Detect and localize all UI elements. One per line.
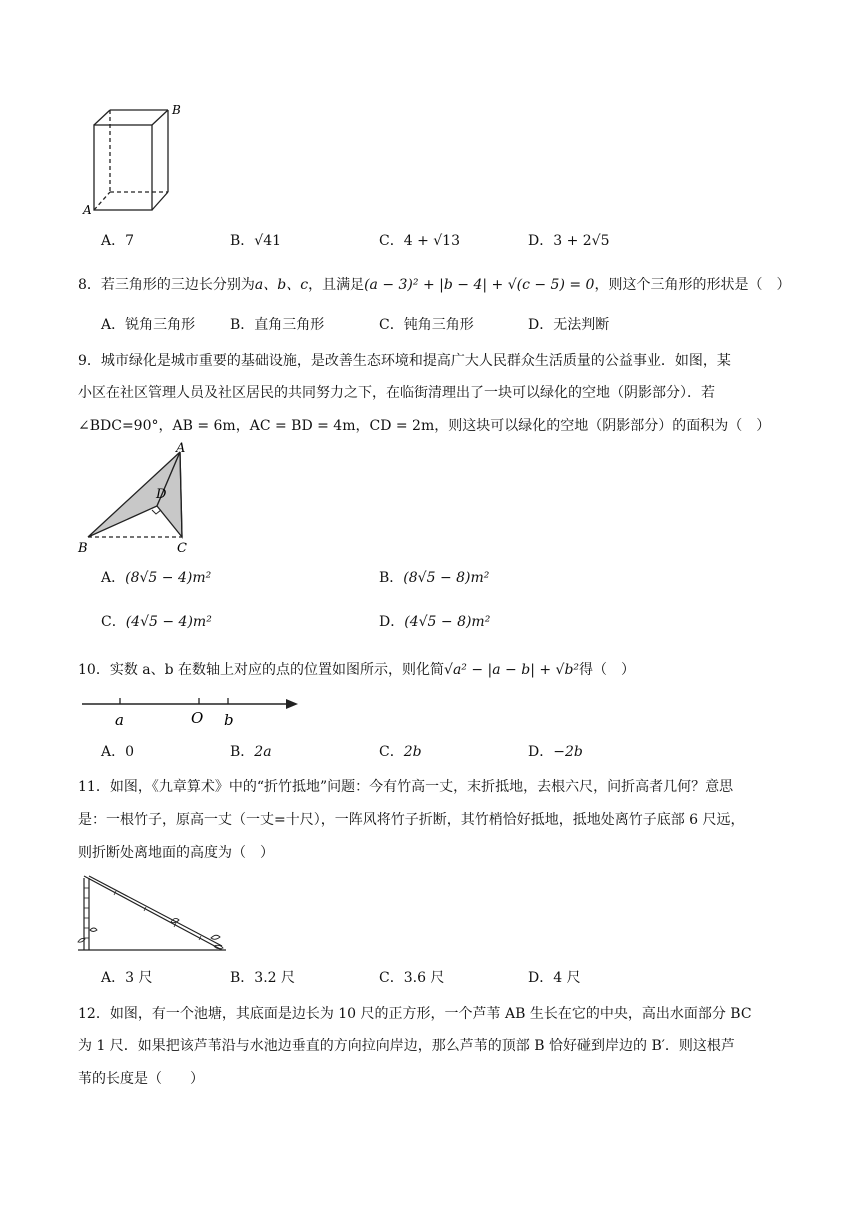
q9-stem-line2: 小区在社区管理人员及社区居民的共同努力之下，在临街清理出了一块可以绿化的空地（阴影部分）．若	[78, 385, 715, 401]
q8-option-d[interactable]: D．无法判断	[528, 317, 610, 333]
q9-option-d[interactable]: D．(4√5 − 8)m²	[379, 614, 491, 630]
q9-option-c[interactable]: C．(4√5 − 4)m²	[101, 614, 212, 630]
q7-option-d[interactable]: D．3 + 2√5	[528, 233, 610, 249]
q9-triangle-figure	[76, 440, 196, 556]
q7-prism-figure	[80, 100, 190, 220]
q9-stem-line3: ∠BDC=90°，AB = 6m，AC = BD = 4m，CD = 2m，则这块可以绿化的空地（阴影部分）的面积为（ ）	[78, 418, 771, 434]
q9-label-a: A	[176, 441, 186, 456]
q9-label-d: D	[156, 487, 167, 502]
q10-option-a[interactable]: A．0	[101, 744, 135, 760]
q11-option-d[interactable]: D．4 尺	[528, 970, 581, 986]
q10-stem: 10．实数 a、b 在数轴上对应的点的位置如图所示，则化简√a² − |a − b| + √b²得（ ）	[78, 662, 636, 678]
q10-option-c[interactable]: C．2b	[379, 744, 422, 760]
q8-option-c[interactable]: C．钝角三角形	[379, 317, 474, 333]
q9-stem-line1: 9．城市绿化是城市重要的基础设施，是改善生态环境和提高广大人民群众生活质量的公益事业．如图，某	[78, 353, 731, 369]
q11-option-a[interactable]: A．3 尺	[101, 970, 153, 986]
q11-stem-line1: 11．如图，《九章算术》中的“折竹抵地”问题：今有竹高一丈，末折抵地，去根六尺，问折高者几何？意思	[78, 779, 734, 795]
q10-label-b: b	[224, 711, 234, 729]
q10-label-a: a	[115, 711, 124, 729]
q11-stem-line3: 则折断处离地面的高度为（ ）	[78, 845, 274, 861]
q8-option-a[interactable]: A．锐角三角形	[101, 317, 196, 333]
q9-option-a[interactable]: A．(8√5 − 4)m²	[101, 570, 212, 586]
q11-option-b[interactable]: B．3.2 尺	[230, 970, 296, 986]
q12-stem-line2: 为 1 尺．如果把该芦苇沿与水池边垂直的方向拉向岸边，那么芦苇的顶部 B 恰好碰到岸边的 B′．则这根芦	[78, 1038, 735, 1054]
q10-option-b[interactable]: B．2a	[230, 744, 272, 760]
q10-number-line	[78, 690, 308, 732]
q7-option-c[interactable]: C．4 + √13	[379, 233, 460, 249]
q7-option-b[interactable]: B．√41	[230, 233, 282, 249]
q12-stem-line1: 12．如图，有一个池塘，其底面是边长为 10 尺的正方形，一个芦苇 AB 生长在它的中央，高出水面部分 BC	[78, 1006, 752, 1022]
q8-stem: 8．若三角形的三边长分别为a、b、c，且满足(a − 3)² + |b − 4| + √(c − 5) = 0，则这个三角形的形状是（ ）	[78, 277, 791, 293]
q9-label-c: C	[177, 541, 187, 556]
q11-option-c[interactable]: C．3.6 尺	[379, 970, 445, 986]
q9-option-b[interactable]: B．(8√5 − 8)m²	[379, 570, 490, 586]
q7-label-b: B	[172, 103, 181, 117]
q11-stem-line2: 是：一根竹子，原高一丈（一丈=十尺），一阵风将竹子折断，其竹梢恰好抵地，抵地处离竹子底部 6 尺远，	[78, 812, 745, 828]
q7-label-a: A	[83, 203, 92, 217]
q7-option-a[interactable]: A．7	[101, 233, 135, 249]
q11-bamboo-figure	[76, 870, 236, 960]
q8-option-b[interactable]: B．直角三角形	[230, 317, 325, 333]
q9-label-b: B	[78, 541, 88, 556]
q10-label-o: O	[191, 709, 204, 727]
q12-stem-line3: 苇的长度是（ ）	[78, 1071, 204, 1087]
q10-option-d[interactable]: D．−2b	[528, 744, 583, 760]
